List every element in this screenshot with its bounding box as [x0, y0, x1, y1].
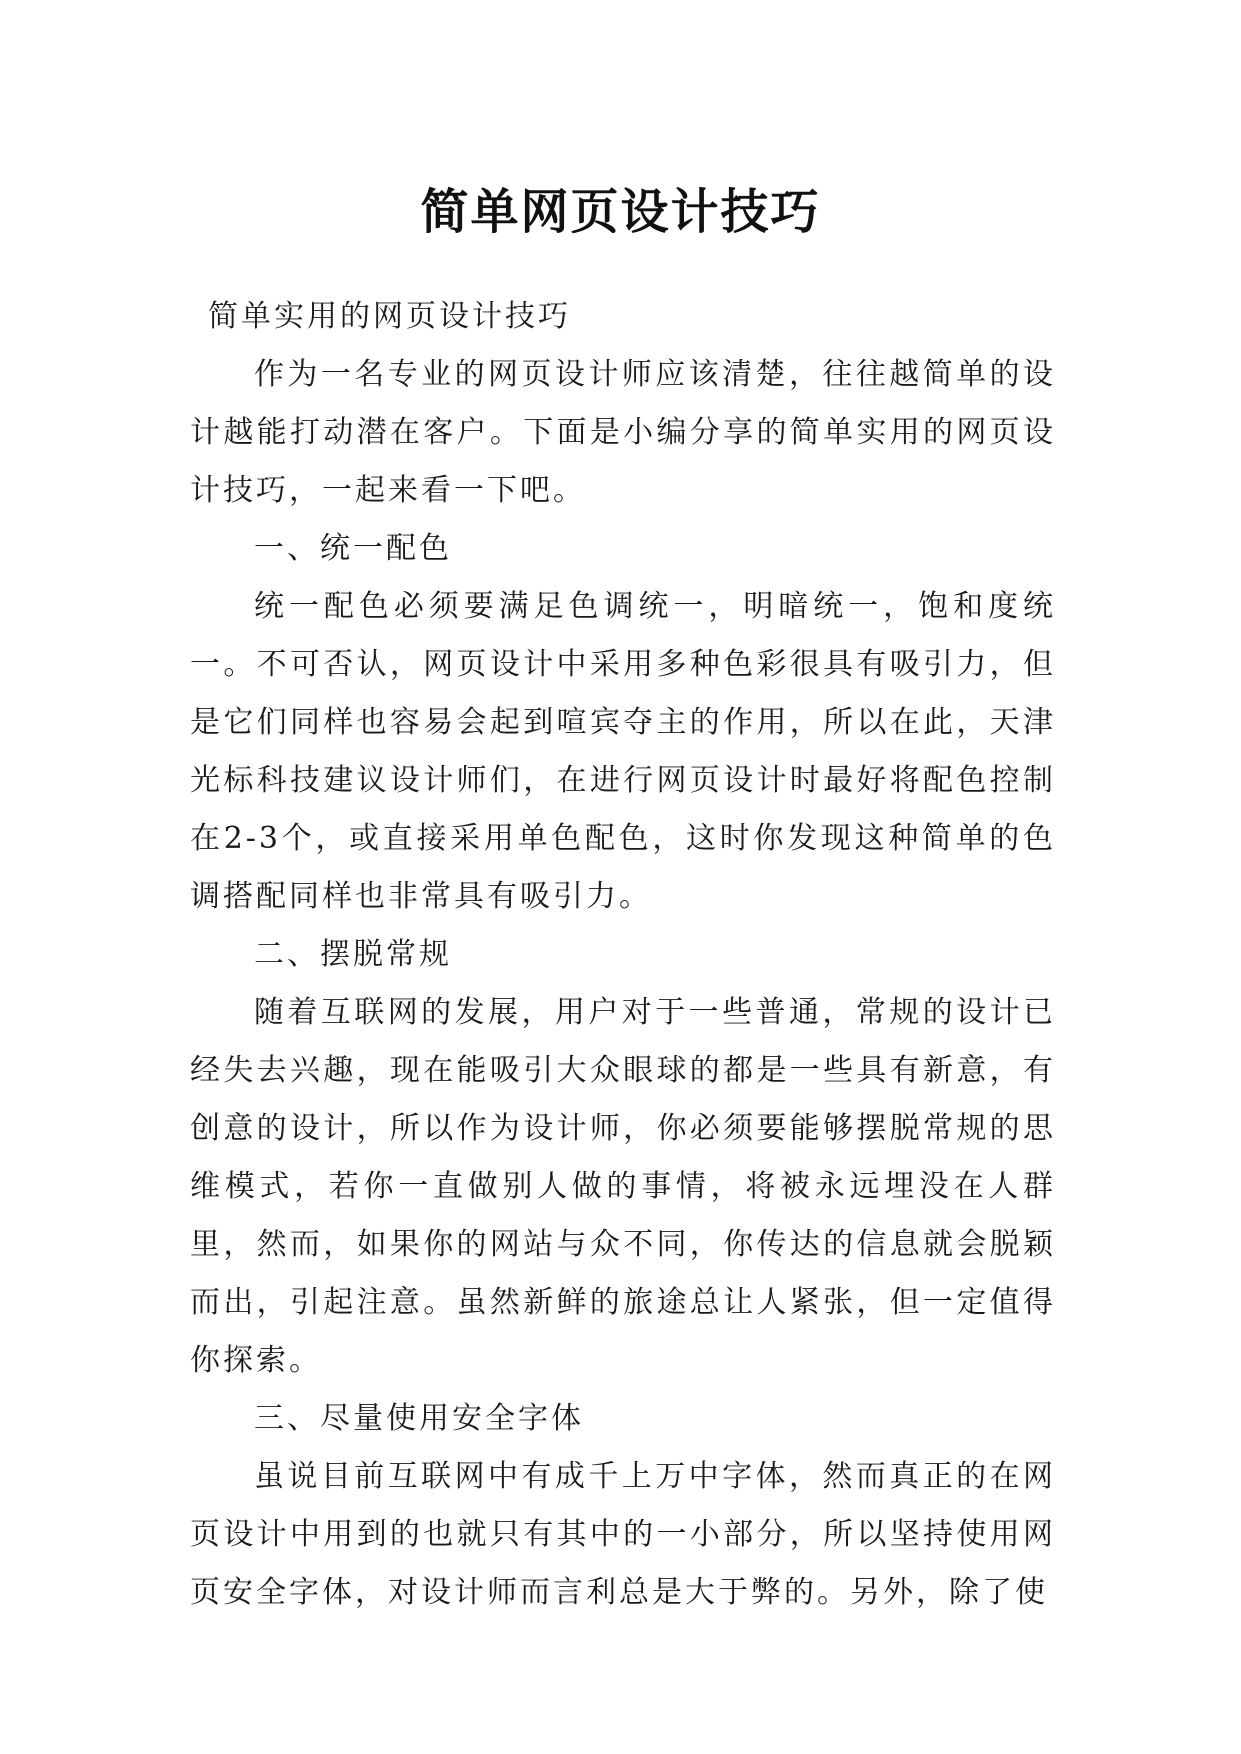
intro-paragraph: 作为一名专业的网页设计师应该清楚，往往越简单的设计越能打动潜在客户。下面是小编分享的简单实用的网页设计技巧，一起来看一下吧。 — [190, 357, 1056, 508]
section-paragraph-1: 统一配色必须要满足色调统一，明暗统一，饱和度统一。不可否认，网页设计中采用多种色彩很具有吸引力，但是它们同样也容易会起到喧宾夺主的作用，所以在此，天津光标科技建议设计师们，在进行网页设计时最好将配色控制在2-3个，或直接采用单色配色，这时你发现这种简单的色调搭配同样也非常具有吸引力。 — [190, 589, 1056, 914]
document-body — [190, 288, 1056, 1622]
section-heading-3: 三、尽量使用安全字体 — [254, 1401, 584, 1436]
document-title: 简单网页设计技巧 — [420, 184, 821, 241]
document-subtitle: 简单实用的网页设计技巧 — [208, 299, 571, 334]
section-heading-2: 二、摆脱常规 — [254, 937, 452, 972]
section-heading-1: 一、统一配色 — [254, 531, 452, 566]
section-paragraph-2: 随着互联网的发展，用户对于一些普通，常规的设计已经失去兴趣，现在能吸引大众眼球的都是一些具有新意，有创意的设计，所以作为设计师，你必须要能够摆脱常规的思维模式，若你一直做别人做的事情，将被永远埋没在人群里，然而，如果你的网站与众不同，你传达的信息就会脱颖而出，引起注意。虽然新鲜的旅途总让人紧张，但一定值得你探索。 — [190, 995, 1056, 1378]
section-paragraph-3: 虽说目前互联网中有成千上万中字体，然而真正的在网页设计中用到的也就只有其中的一小部分，所以坚持使用网页安全字体，对设计师而言利总是大于弊的。另外，除了使 — [190, 1459, 1056, 1610]
